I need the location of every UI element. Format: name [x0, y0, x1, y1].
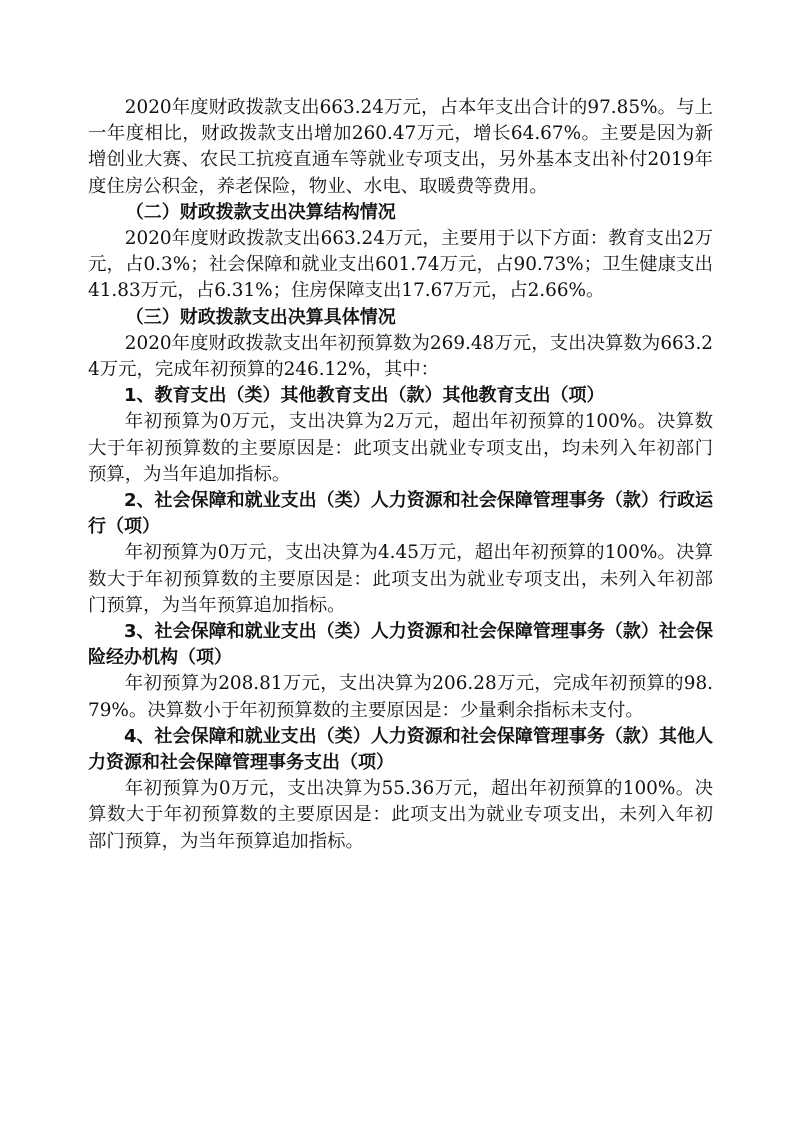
paragraph-details-intro: 2020年度财政拨款支出年初预算数为269.48万元，支出决算数为663.24万元，完成年初预算的246.12%，其中： — [88, 332, 713, 381]
paragraph-other-hr-affairs: 年初预算为0万元，支出决算为55.36万元，超出年初预算的100%。决算数大于年初预算数的主要原因是：此项支出为就业专项支出，未列入年初部门预算，为当年预算追加指标。 — [88, 778, 713, 852]
paragraph-expenditure-summary: 2020年度财政拨款支出663.24万元，占本年支出合计的97.85%。与上一年度相比，财政拨款支出增加260.47万元，增长64.67%。主要是因为新增创业大赛、农民工抗疫直通车等就业专项支出，另外基本支出补付2019年度住房公积金，养老保险，物业、水电、取暖费等费用。 — [88, 97, 713, 197]
section-heading-details: （三）财政拨款支出决算具体情况 — [125, 306, 396, 328]
item-heading-social-insurance-agency: 3、社会保障和就业支出（类）人力资源和社会保障管理事务（款）社会保险经办机构（项） — [88, 621, 713, 669]
paragraph-structure: 2020年度财政拨款支出663.24万元，主要用于以下方面：教育支出2万元，占0.3%；社会保障和就业支出601.74万元，占90.73%；卫生健康支出41.83万元，占6.31%；住房保障支出17.67万元，占2.66%。 — [88, 228, 713, 302]
paragraph-admin-operation: 年初预算为0万元，支出决算为4.45万元，超出年初预算的100%。决算数大于年初预算数的主要原因是：此项支出为就业专项支出，未列入年初部门预算，为当年预算追加指标。 — [88, 542, 713, 616]
document-body — [88, 95, 713, 855]
paragraph-social-insurance-agency: 年初预算为208.81万元，支出决算为206.28万元，完成年初预算的98.79%。决算数小于年初预算数的主要原因是：少量剩余指标未支付。 — [88, 673, 713, 721]
section-heading-structure: （二）财政拨款支出决算结构情况 — [125, 201, 396, 223]
item-heading-education: 1、教育支出（类）其他教育支出（款）其他教育支出（项） — [124, 385, 605, 407]
item-heading-admin-operation: 2、社会保障和就业支出（类）人力资源和社会保障管理事务（款）行政运行（项） — [88, 490, 713, 538]
item-heading-other-hr-affairs: 4、社会保障和就业支出（类）人力资源和社会保障管理事务（款）其他人力资源和社会保障管理事务支出（项） — [88, 725, 713, 774]
paragraph-education: 年初预算为0万元，支出决算为2万元，超出年初预算的100%。决算数大于年初预算数的主要原因是：此项支出就业专项支出，均未列入年初部门预算，为当年追加指标。 — [88, 411, 713, 485]
